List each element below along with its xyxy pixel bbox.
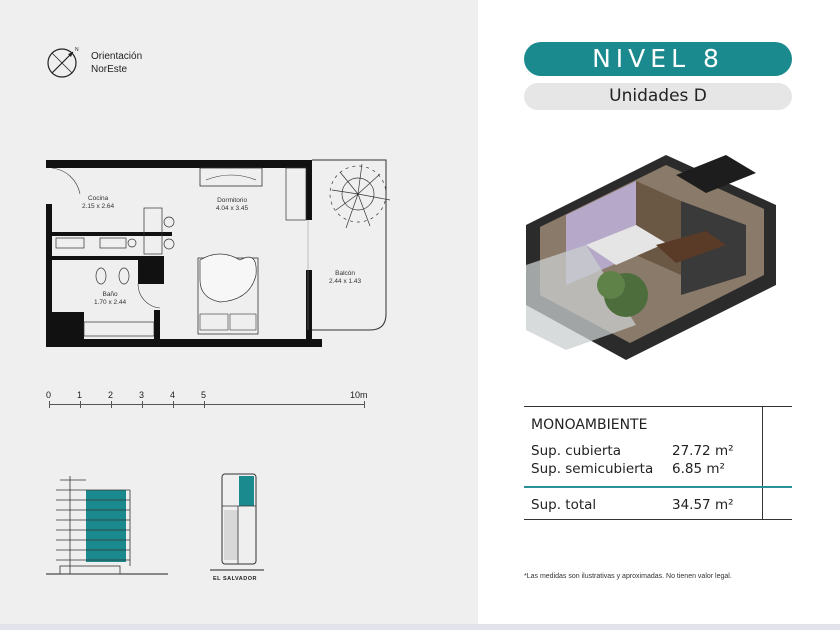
spec-total-label: Sup. total: [531, 497, 597, 513]
room-bedroom: [216, 197, 248, 213]
scale-label-4: 4: [170, 390, 176, 400]
scale-tick: [142, 401, 143, 408]
orientation-line2: NorEste: [91, 64, 128, 75]
unit-subtitle: Unidades D: [524, 83, 792, 110]
building-elevation: [46, 470, 168, 582]
room-balcony: [329, 270, 361, 286]
scale-tick: [364, 401, 365, 408]
room-bedroom-size: 4.04 x 3.45: [216, 205, 249, 212]
scale-label-1: 1: [77, 390, 83, 400]
site-plan: [210, 470, 264, 590]
room-bedroom-name: Dormitorio: [217, 197, 248, 204]
spec-divider-bottom: [524, 519, 792, 520]
spec-total-value: 34.57 m²: [672, 497, 734, 513]
room-kitchen-size: 2.15 x 2.64: [82, 203, 115, 210]
unit-3d-render: [506, 135, 808, 360]
room-kitchen: [82, 195, 114, 211]
room-bathroom-size: 1.70 x 2.44: [94, 299, 127, 306]
spec-divider-top: [524, 406, 792, 407]
street-label: EL SALVADOR: [213, 576, 258, 582]
scale-label-5: 5: [201, 390, 207, 400]
orientation-line1: Orientación: [91, 51, 143, 62]
scale-label-2: 2: [108, 390, 114, 400]
disclaimer: *Las medidas son ilustrativas y aproximadas. No tienen valor legal.: [524, 573, 732, 580]
spec-title: MONOAMBIENTE: [531, 417, 648, 433]
bottom-strip: [0, 624, 840, 630]
orientation-text: [91, 50, 142, 76]
floor-plan-drawing: [40, 150, 410, 355]
room-balcony-name: Balcón: [335, 270, 356, 277]
room-bathroom: [94, 291, 126, 307]
scale-line: [49, 404, 365, 405]
scale-label-0: 0: [46, 390, 52, 400]
room-kitchen-name: Cocina: [87, 195, 109, 202]
plant-icon: [330, 164, 390, 228]
right-panel: [478, 0, 840, 630]
scale-label-10m: 10m: [350, 390, 368, 400]
spec-semicovered-value: 6.85 m²: [672, 461, 725, 477]
scale-tick: [204, 401, 205, 408]
compass-icon: [46, 45, 80, 79]
north-label: N: [75, 47, 79, 53]
level-title: NIVEL 8: [524, 42, 792, 76]
room-balcony-size: 2.44 x 1.43: [329, 278, 362, 285]
spec-divider-accent: [524, 486, 792, 488]
scale-bar: [46, 390, 376, 410]
room-bathroom-name: Baño: [102, 291, 118, 298]
scale-tick: [49, 401, 50, 408]
scale-tick: [80, 401, 81, 408]
scale-tick: [111, 401, 112, 408]
scale-label-3: 3: [139, 390, 145, 400]
scale-tick: [173, 401, 174, 408]
spec-divider-vertical: [762, 406, 763, 519]
spec-semicovered-label: Sup. semicubierta: [531, 461, 654, 477]
spec-covered-value: 27.72 m²: [672, 443, 734, 459]
spec-covered-label: Sup. cubierta: [531, 443, 621, 459]
floor-plan: [40, 150, 410, 355]
